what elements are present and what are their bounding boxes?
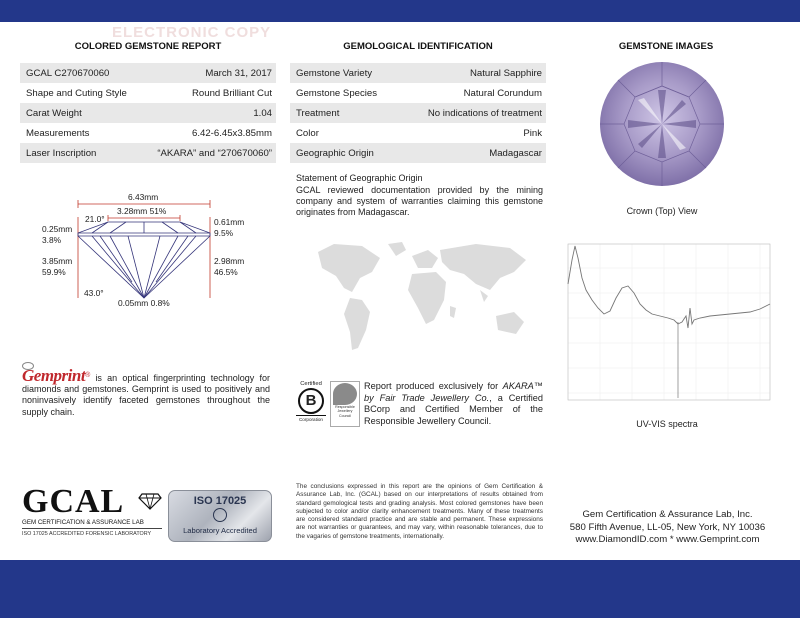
bcorp-logo [296,381,326,422]
shape-value: Round Brilliant Cut [192,87,272,99]
inscription-value: “AKARA” and “270670060” [157,147,272,159]
bcorp-certified: Certified [300,381,322,387]
electronic-copy-watermark: ELECTRONIC COPY [112,24,272,41]
id-row-species [290,83,546,103]
address-websites[interactable]: www.DiamondID.com * www.Gemprint.com [575,534,760,545]
girdle-pct: 3.8% [42,235,62,245]
total-depth-pct: 59.9% [42,267,66,277]
gemprint-description [22,366,270,418]
origin-statement: GCAL reviewed documentation provided by the mining company and system of warranties claiming this gemstone originates from Madagascar. [296,185,543,218]
id-row-origin [290,143,546,163]
rjc-logo [330,381,360,427]
id-row-treatment [290,103,546,123]
color-label: Color [296,127,319,139]
diamond-icon [138,488,162,510]
crown-height-pct: 9.5% [214,228,234,238]
pavilion-depth-mm: 2.98mm [214,256,245,266]
report-number: GCAL C270670060 [26,67,110,79]
shape-label: Shape and Cuting Style [26,87,127,99]
treatment-label: Treatment [296,107,340,119]
variety-label: Gemstone Variety [296,67,373,79]
partners-statement [364,381,543,427]
partners-intro: Report produced exclusively for [364,381,499,391]
girdle-mm: 0.25mm [42,224,73,234]
gcal-lab-name: GEM CERTIFICATION & ASSURANCE LAB [22,519,144,526]
measurements-label: Measurements [26,127,90,139]
rjc-emblem-icon [333,383,357,405]
variety-value: Natural Sapphire [470,67,542,79]
id-row-color [290,123,546,143]
iso-accredited-text: Laboratory Accredited [183,526,257,535]
culet-size: 0.05mm 0.8% [118,298,170,308]
species-label: Gemstone Species [296,87,378,99]
gcal-accreditation: ISO 17025 ACCREDITED FORENSIC LABORATORY [22,531,152,537]
origin-heading: Statement of Geographic Origin [296,173,423,183]
lab-address [560,509,775,547]
carat-value: 1.04 [253,107,272,119]
color-value: Pink [523,127,542,139]
images-title: GEMSTONE IMAGES [618,41,714,52]
crown-height-mm: 0.61mm [214,217,245,227]
gemprint-text: is an optical fingerprinting technology for diamonds and gemstones. Gemprint is used to positively and noninvasively identify faceted gemstones throughout the supply chain. [22,373,270,417]
accreditation-seal-icon [213,508,227,522]
gcal-divider [22,528,162,529]
carat-label: Carat Weight [26,107,82,119]
pavilion-depth-pct: 46.5% [214,267,238,277]
pavilion-angle: 43.0° [84,288,104,298]
address-street: 580 Fifth Avenue, LL-05, New York, NY 10036 [569,521,766,533]
address-lab-name: Gem Certification & Assurance Lab, Inc. [582,509,753,520]
iso-number: ISO 17025 [193,495,247,507]
total-width: 6.43mm [128,192,159,202]
uv-vis-spectra-chart [560,238,774,410]
bcorp-b-icon: B [298,388,324,414]
gemprint-logo: Gemprint [22,366,86,385]
rjc-text: Responsible Jewellery Council [335,405,355,418]
id-row-variety [290,63,546,83]
gemstone-crown-image [598,60,726,188]
identification-table [290,63,546,163]
world-map [300,238,540,360]
identification-title: GEMOLOGICAL IDENTIFICATION [343,41,493,52]
gcal-wordmark: GCAL [22,483,125,520]
origin-label: Geographic Origin [296,147,374,159]
treatment-value: No indications of treatment [427,107,542,119]
report-title: COLORED GEMSTONE REPORT [74,41,222,52]
bcorp-corporation: Corporation [296,415,326,422]
measurements-value: 6.42-6.45x3.85mm [192,127,272,139]
partners-brand: AKARA™ by Fair Trade Jewellery Co. [364,381,543,403]
spectra-caption: UV-VIS spectra [636,419,698,429]
origin-value: Madagascar [489,147,542,159]
disclaimer: The conclusions expressed in this report are the opinions of Gem Certification & Assurance Lab, Inc. (GCAL) based on our interpretations of results obtained from standard gemological tests and grading analysis. Most colored gemstones have been subjected to color and/or clarity enhancement treatments. Many of these treatments are considered standard practice and are stable and permanent. These expressions are not warranties or guarantees, and may vary, within reasonable tolerances, due to the vagaries of gemstone treatments, internationally. [296,483,543,540]
crown-angle: 21.0° [85,214,105,224]
report-date: March 31, 2017 [205,67,272,79]
gemprint-trademark: ® [85,372,91,379]
crown-caption: Crown (Top) View [626,206,698,216]
table-size: 3.28mm 51% [117,206,167,216]
iso-badge [168,490,272,542]
partners-rest: , a Certified BCorp and Certified Member of the Responsible Jewellery Council. [364,392,543,426]
total-depth-mm: 3.85mm [42,256,73,266]
inscription-label: Laser Inscription [26,147,97,159]
species-value: Natural Corundum [463,87,542,99]
